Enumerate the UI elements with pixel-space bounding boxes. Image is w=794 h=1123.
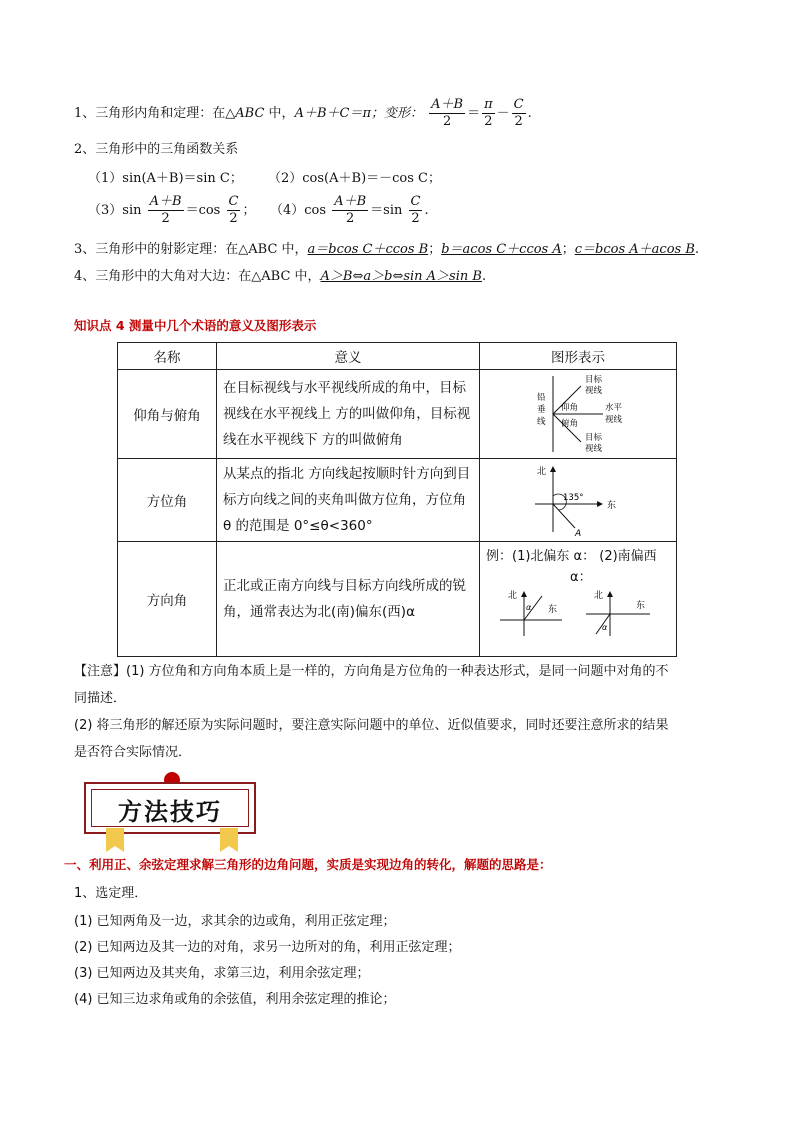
row-name: 方向角 (118, 542, 217, 657)
note-2b: 是否符合实际情况． (74, 745, 192, 760)
method-item: (3) 已知两边及其夹角，求第三边，利用余弦定理； (74, 966, 370, 981)
azimuth-diagram (523, 462, 633, 538)
row-name: 方位角 (118, 459, 217, 542)
east-label-1: 东 (548, 605, 558, 615)
east-label-2: 东 (636, 601, 646, 611)
theorem-1-mid: 中， (264, 106, 295, 121)
theorem-4 (74, 265, 486, 284)
table-row (118, 459, 677, 542)
north-label-1: 北 (508, 591, 518, 601)
period: . (481, 269, 487, 284)
table-row (118, 370, 677, 459)
banner-title: 方法技巧 (118, 798, 222, 826)
frac-den: 2 (484, 114, 493, 129)
target-bottom-1: 目标 (585, 433, 603, 443)
method-item: (4) 已知三边求角或角的余弦值，利用余弦定理的推论； (74, 992, 396, 1007)
east-label: 东 (607, 501, 617, 511)
east-arrow-icon (597, 501, 603, 507)
note-1b: 同描述． (74, 691, 127, 706)
period: . (527, 106, 532, 121)
target-bottom-2: 视线 (585, 444, 603, 454)
frac-den: 2 (411, 211, 420, 226)
period: . (694, 242, 700, 257)
note-1a: 【注意】(1) 方位角和方向角本质上是一样的，方向角是方位角的一种表达形式，是同一问题中对角的不 (74, 664, 669, 679)
figure-azimuth (480, 459, 677, 542)
banner-frame (84, 782, 256, 834)
frac-num: A＋B (431, 97, 464, 112)
frac-num: C (228, 194, 239, 209)
fraction-pi-over-2 (482, 97, 495, 130)
frac-num: A＋B (334, 194, 367, 209)
triangle-name: ABC (235, 106, 265, 121)
fraction (148, 194, 184, 227)
elevation-depression-diagram (523, 372, 633, 456)
item-4-pre: （4）cos (270, 203, 327, 218)
figure-elevation-depression (480, 370, 677, 459)
table-header-row (118, 343, 677, 370)
north-label: 北 (537, 467, 547, 477)
frac-num: C (513, 97, 524, 112)
theorem-2-title: 2、三角形中的三角函数关系 (74, 142, 239, 157)
sep: ； (561, 242, 575, 257)
angle-side-relation: A＞B⇔a＞b⇔sin A＞sin B (320, 269, 482, 284)
theorem-3 (74, 238, 699, 257)
ribbon-right-icon (220, 828, 238, 852)
frac-den: 2 (229, 211, 238, 226)
frac-num: C (410, 194, 421, 209)
row-meaning: 从某点的指北 方向线起按顺时针方向到目标方向线之间的夹角叫做方位角，方位角 θ 的范围是 0°≤θ<360° (217, 459, 480, 542)
fraction (227, 194, 241, 227)
figure-direction (480, 542, 677, 657)
fraction (409, 194, 423, 227)
alpha-label-1: α (526, 603, 532, 612)
method-step-1: 1、选定理． (74, 886, 148, 901)
angle-sum: A＋B＋C＝π；变形： (294, 106, 423, 121)
point-label: A (575, 529, 582, 538)
fraction-c-over-2 (512, 97, 526, 130)
north-arrow-1-icon (521, 591, 527, 597)
theorem-4-text: 4、三角形中的大角对大边：在△ABC 中， (74, 269, 321, 284)
angle-label: 135° (563, 493, 584, 503)
plumb-label-2: 垂 (537, 405, 546, 415)
projection-b: b＝acos C＋ccos A (441, 242, 562, 257)
direction-example: 例：(1)北偏东 α： (2)南偏西 (486, 549, 657, 564)
header-name: 名称 (118, 343, 217, 370)
north-arrow-icon (550, 466, 556, 472)
banner-ribbons (84, 828, 260, 854)
theorem-2-item-1: （1）sin(A＋B)＝sin C； (88, 171, 243, 186)
theorem-2-item-3 (88, 192, 255, 230)
item-4-end: . (424, 203, 429, 218)
minus: － (496, 106, 510, 121)
item-3-pre: （3）sin (88, 203, 142, 218)
alpha-label-2: α (602, 623, 608, 632)
row-name: 仰角与俯角 (118, 370, 217, 459)
horizontal-2: 视线 (605, 415, 623, 425)
method-item: (2) 已知两边及其一边的对角，求另一边所对的角，利用正弦定理； (74, 940, 461, 955)
frac-den: 2 (514, 114, 523, 129)
direction-diagram (486, 588, 670, 640)
header-meaning: 意义 (217, 343, 480, 370)
row-meaning: 正北或正南方向线与目标方向线所成的锐 角，通常表达为北(南)偏东(西)α (217, 542, 480, 657)
item-4-mid: ＝sin (370, 203, 403, 218)
terms-table (117, 342, 677, 657)
item-3-mid: ＝cos (185, 203, 221, 218)
equals: ＝ (467, 106, 481, 121)
item-3-end: ； (242, 203, 256, 218)
method-heading: 一、利用正、余弦定理求解三角形的边角问题，实质是实现边角的转化，解题的思路是： (64, 857, 552, 872)
projection-c: c＝bcos A＋acos B (574, 242, 695, 257)
theorem-1-text: 1、三角形内角和定理：在△ (74, 106, 236, 121)
sep: ； (428, 242, 442, 257)
frac-den: 2 (442, 114, 452, 129)
direction-example-cont: α： (570, 570, 592, 585)
depression-label: 俯角 (561, 419, 579, 429)
north-label-2: 北 (594, 591, 604, 601)
plumb-label-3: 线 (537, 417, 546, 427)
north-arrow-2-icon (607, 591, 613, 597)
horizontal-1: 水平 (605, 403, 623, 413)
ribbon-left-icon (106, 828, 124, 852)
header-figure: 图形表示 (480, 343, 677, 370)
elevation-label: 仰角 (561, 403, 579, 413)
note-2a: (2) 将三角形的解还原为实际问题时，要注意实际问题中的单位、近似值要求，同时还要注意所求的结果 (74, 718, 669, 733)
theorem-1 (74, 96, 532, 132)
row-meaning: 在目标视线与水平视线所成的角中，目标视线在水平视线上 方的叫做仰角，目标视线在水平视线下 方的叫做俯角 (217, 370, 480, 459)
fraction (332, 194, 368, 227)
projection-a: a＝bcos C＋ccos B (307, 242, 429, 257)
target-top-2: 视线 (585, 386, 603, 396)
method-item: (1) 已知两角及一边，求其余的边或角，利用正弦定理； (74, 914, 396, 929)
knowledge-heading: 知识点 4 测量中几个术语的意义及图形表示 (74, 318, 317, 333)
table-row (118, 542, 677, 657)
plumb-label-1: 铅 (537, 393, 546, 403)
fraction-a-plus-b-over-2 (429, 97, 465, 130)
frac-den: 2 (346, 211, 355, 226)
target-top-1: 目标 (585, 375, 603, 385)
theorem-2-item-4 (270, 192, 429, 230)
frac-num: A＋B (149, 194, 182, 209)
theorem-3-text: 3、三角形中的射影定理：在△ABC 中， (74, 242, 308, 257)
frac-num: π (484, 97, 493, 112)
method-banner (84, 772, 260, 852)
frac-den: 2 (161, 211, 170, 226)
theorem-2-item-2: （2）cos(A＋B)＝－cos C； (268, 171, 441, 186)
